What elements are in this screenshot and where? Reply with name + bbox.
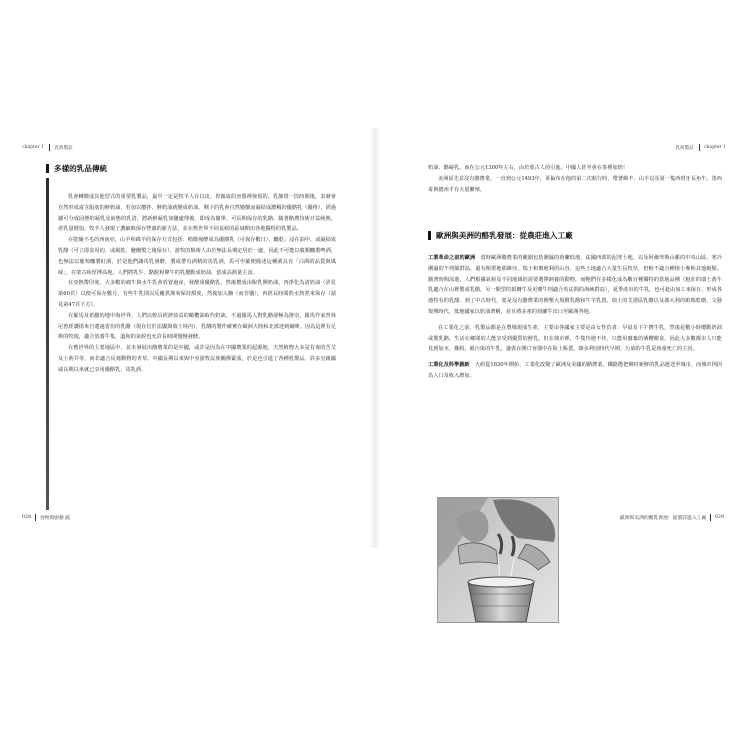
section-heading-text: 多樣的乳品傳統 [54, 164, 108, 173]
folio-title: 歐洲與美洲的酪乳發展：從農莊進入工廠 [619, 516, 707, 521]
folio-right [620, 514, 724, 521]
paragraph: 美洲原先並沒有酪農業，一直到公元1493年，哥倫布在他的第二次航行時，帶著綿羊、山羊以及第一隻西班牙長角牛，墨西哥與德州才有大量繁殖。 [428, 175, 722, 193]
paragraph: 奶油、酪凝乳。而在公元1300年左右，由於蒙古人的引進，中國人甚至會在茶裡加奶！ [428, 165, 628, 171]
subsection-text: 大約從1830年開始，工業化改變了歐洲及美國的酪農業，鐵路能把鄉村新鮮的乳品運送至城市，而城市則因為人口及收入增加， [428, 362, 722, 379]
running-head-chapter: chapter 1 [704, 145, 726, 150]
folio-left [22, 514, 70, 521]
paragraph: 在羅馬及希臘的地中海世界，人們以較具經濟效益的橄欖油取代奶油，不過羅馬人對乳酪卻極為推崇。羅馬作家普林尼曾經讚揚來自遙遠省份的乳酪（現在位於法國與瑞士境內），乳酪的製作確實在歐洲大陸和北部達到巔峰。因為這裡有足夠的牧地，適合放養牛隻，溫和的氣候也允許長時間慢慢發酵。 [58, 312, 336, 341]
milking-illustration [437, 497, 559, 623]
running-head-title: 乳與製品 [675, 145, 694, 151]
running-head-title: 乳與製品 [54, 145, 73, 151]
running-head-right [676, 144, 727, 151]
section-heading-text: 歐洲與美洲的酪乳發展：從農莊進入工廠 [436, 231, 573, 240]
folio-divider [710, 514, 711, 521]
subsection-paragraph [428, 360, 722, 382]
run-in-heading: 工業革命之前的歐洲 [428, 255, 476, 261]
paragraph: 在乾燥不毛的西南亞，山羊和綿羊的保存方式包括：稍微發酵成為優酪乳（可保存數日）、曬乾、浸在油中，或凝結成乳酪（可立即食用的，或風乾、鹽醃製之後保存）。游牧的騎術人由於無法長期定居於一處，因此不可能以穀類釀製啤酒，也無法以葡萄釀製紅酒，於是他們讓馬乳發酵，製成帶有酒精的馬乳酒，馬可孛羅便描述這種酒具有「白酒的品質與風味」。在蒙古和厚博高地，人們將乳牛、駱駝和犛牛的乳攪動成奶油，當成高熱量主食。 [58, 237, 336, 276]
left-margin-rule [46, 178, 49, 510]
subsection-paragraph [428, 253, 722, 318]
left-body-text [58, 192, 336, 376]
page-number: 029 [714, 515, 724, 520]
running-head-chapter: chapter 1 [22, 145, 44, 150]
right-body-text-top [428, 163, 722, 195]
subsection-text: 當時歐洲酪農業的範圍包括潮濕的荷蘭低地、法國西部的泥濘土地，以及阿爾卑斯山脈的中央山區，寒冷潮濕的不列顛群島，還有斯堪地那維亞、瑞士和奧地利的山谷，這些土地適合大量生長牧草，但較不適合種植小麥和其他穀類。隨著時間流逝，人們根據氣候及不同地域的需要選擇飼養的動物，而牠們在多樣化成為數百種獨特的當地品種（粗壯的瑞士黃牛乳適合在山裡製成乳酪，另一類型的娟姍牛及更賽牛則適合英法間的海峽群島），夏季產出的牛乳，也可趁由加工來保存，形成各地特有的乳酪。到了中古時代，要是沒有酪農業的開墾大規模乳酪和牛羊乳賣，瑞士的艾港區乳酪以及義大利的帕瑪乾酪，文藝復興時代，低地國家以奶油著稱，並且將多產的荷蘭牛出口至歐洲各地。 [428, 255, 722, 315]
milking-illustration-drawing [438, 498, 558, 622]
right-body-text [428, 253, 722, 382]
right-page [375, 0, 750, 750]
running-head-left [22, 144, 73, 151]
folio-title: 食物與廚藝 蔬 [39, 516, 71, 521]
subsection-text: 在工業化之前，乳製品都是在農場現成生產，主要由各國家主要是由女性負責：早晨及下午擠牛乳，然後花數小時攪動奶油或製乳酪。生活在鄉間的人能享受到優質的鮮乳，但在城市裡，牛隻待遇不佳，只能用廢棄的酒糟餵食，因此大多數都市人只能見到加水、摻假，被污染的牛乳，盛裝在開口容器中在街上販賣，雜多利亞時代早期，污染的牛乳是孩童死亡的主因。 [428, 324, 722, 353]
paragraph: 在亞熱帶印度，大多數的瘤牛與水牛乳會放置過夜，發酵成優酪乳，然後攪成由脫乳開奶油，再淨化為清奶油（詳見第60頁）以便可保存數月。有些牛乳則以反覆煮沸來保持甜度，然後加入糖（而非鹽），再經長時間熬水熬煮來保存（請見第47頁下方）。 [58, 280, 336, 308]
subsection-paragraph [428, 323, 722, 355]
folio-divider [35, 514, 36, 521]
paragraph: 在舊世界的主要地區中，並未發展出酪農業的是中國，或許是因為在中國農業的起源地，天然植物大多是有毒的苦艾及土荊芥等，而非適合反芻動物的青草。中國長期以來與中亞游牧民族關係緊張，於是也引進了各種乳製品，許多皇親國戚長期以來就已享用優酪乳、馬乳酒、 [58, 345, 336, 373]
section-heading-right [428, 230, 573, 241]
run-in-heading: 工業化及科學創新 [428, 362, 470, 369]
running-head-divider [49, 144, 50, 151]
heading-marker [46, 164, 49, 173]
section-heading-left [46, 163, 107, 174]
heading-marker [428, 231, 431, 240]
page-number: 028 [22, 515, 32, 520]
paragraph: 乳會轉變成其他型式的重要乳製品，最早一定是牧羊人在以皮、胃做成的容器裡發現的。乳靜置一段時間後，表層會自然形成富含脂肪的鮮奶油，若加以攪拌，鮮奶油就變成奶油。剩下的乳會自然變酸而凝結成濃稠的優酪乳（優格），經過濾可分成固態的凝乳及液態的乳清，將新鮮凝乳加鹽處理後，即成為簡單、可長期保存的乳酪。隨著酪農技術日益純熟，產乳量增加，牧羊人發現了濃縮與保存營養的新方法，並在舊世界不同氣候的區域開出各地獨特的乳製品。 [58, 194, 336, 233]
running-head-divider [699, 144, 700, 151]
